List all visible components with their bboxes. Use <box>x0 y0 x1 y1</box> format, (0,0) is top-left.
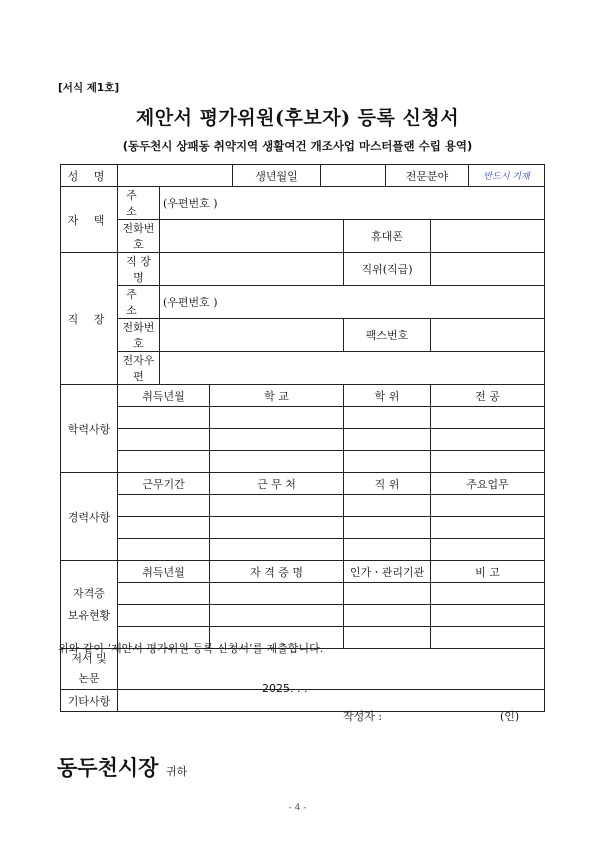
education-header: 취득년월 <box>118 385 210 407</box>
name-label: 성 명 <box>61 165 118 187</box>
field-note[interactable]: 반드시 기재 <box>469 165 545 187</box>
table-cell[interactable] <box>431 627 545 649</box>
table-cell[interactable] <box>431 539 545 561</box>
table-cell[interactable] <box>344 539 431 561</box>
publications-label-line2: 논문 <box>78 672 100 685</box>
work-phone-field[interactable] <box>160 319 344 352</box>
table-cell[interactable] <box>344 407 431 429</box>
page-number: - 4 - <box>288 803 307 813</box>
table-cell[interactable] <box>344 627 431 649</box>
company-field[interactable] <box>160 253 344 286</box>
work-address-label: 주 소 <box>118 286 160 319</box>
table-cell[interactable] <box>210 451 344 473</box>
license-label-line2: 보유현황 <box>67 608 111 622</box>
career-label: 경력사항 <box>61 473 118 561</box>
license-header: 자 격 증 명 <box>210 561 344 583</box>
publications-label-line1: 저서 및 <box>71 652 107 665</box>
table-cell[interactable] <box>431 495 545 517</box>
career-header: 직 위 <box>344 473 431 495</box>
fax-field[interactable] <box>431 319 545 352</box>
home-phone-field[interactable] <box>160 220 344 253</box>
birth-field[interactable] <box>321 165 386 187</box>
seal-label: (인) <box>500 710 520 723</box>
career-header: 주요업무 <box>431 473 545 495</box>
home-postal: (우편번호 ) <box>163 197 218 210</box>
work-address-field[interactable] <box>160 286 545 319</box>
table-cell[interactable] <box>344 429 431 451</box>
education-header: 학 위 <box>344 385 431 407</box>
fax-label: 팩스번호 <box>344 319 431 352</box>
table-cell[interactable] <box>344 517 431 539</box>
table-cell[interactable] <box>118 605 210 627</box>
license-header: 취득년월 <box>118 561 210 583</box>
name-field[interactable] <box>118 165 233 187</box>
application-form-table <box>60 164 545 712</box>
table-cell[interactable] <box>431 583 545 605</box>
table-cell[interactable] <box>344 451 431 473</box>
table-cell[interactable] <box>210 539 344 561</box>
form-number: [서식 제1호] <box>58 82 120 94</box>
license-label <box>61 561 118 649</box>
submission-date: 2025. . . <box>262 682 308 695</box>
position-label: 직위(직급) <box>344 253 431 286</box>
table-cell[interactable] <box>118 583 210 605</box>
table-cell[interactable] <box>431 407 545 429</box>
company-label: 직 장 명 <box>118 253 160 286</box>
work-label: 직 장 <box>61 253 118 385</box>
addressee-suffix: 귀하 <box>166 765 188 778</box>
work-phone-label: 전화번호 <box>118 319 160 352</box>
table-cell[interactable] <box>210 583 344 605</box>
table-cell[interactable] <box>431 429 545 451</box>
other-label: 기타사항 <box>61 690 118 712</box>
other-field[interactable] <box>118 690 545 712</box>
addressee: 동두천시장 <box>57 756 159 780</box>
mobile-label: 휴대폰 <box>344 220 431 253</box>
email-field[interactable] <box>160 352 545 385</box>
table-cell[interactable] <box>118 451 210 473</box>
position-field[interactable] <box>431 253 545 286</box>
page-title: 제안서 평가위원(후보자) 등록 신청서 <box>135 107 460 129</box>
birth-label: 생년월일 <box>233 165 321 187</box>
writer-label: 작성자 : <box>343 710 383 723</box>
table-cell[interactable] <box>344 495 431 517</box>
table-cell[interactable] <box>210 407 344 429</box>
table-cell[interactable] <box>344 605 431 627</box>
table-cell[interactable] <box>431 605 545 627</box>
career-header: 근무기간 <box>118 473 210 495</box>
table-cell[interactable] <box>431 451 545 473</box>
table-cell[interactable] <box>118 429 210 451</box>
mobile-field[interactable] <box>431 220 545 253</box>
license-header: 비 고 <box>431 561 545 583</box>
home-address-field[interactable] <box>160 187 545 220</box>
table-cell[interactable] <box>210 429 344 451</box>
home-label: 자 택 <box>61 187 118 253</box>
table-cell[interactable] <box>344 583 431 605</box>
table-cell[interactable] <box>210 605 344 627</box>
email-label: 전자우편 <box>118 352 160 385</box>
table-cell[interactable] <box>118 407 210 429</box>
table-cell[interactable] <box>118 495 210 517</box>
education-header: 전 공 <box>431 385 545 407</box>
submission-statement: 위와 같이 ‘제안서 평가위원 등록 신청서’를 제출합니다. <box>58 642 324 655</box>
table-cell[interactable] <box>431 517 545 539</box>
license-header: 인가ㆍ관리기관 <box>344 561 431 583</box>
table-cell[interactable] <box>210 495 344 517</box>
table-cell[interactable] <box>118 539 210 561</box>
home-phone-label: 전화번호 <box>118 220 160 253</box>
education-header: 학 교 <box>210 385 344 407</box>
work-postal: (우편번호 ) <box>163 296 218 309</box>
education-label: 학력사항 <box>61 385 118 473</box>
table-cell[interactable] <box>210 517 344 539</box>
page-subtitle: (동두천시 상패동 취약지역 생활여건 개조사업 마스터플랜 수립 용역) <box>122 139 473 153</box>
home-address-label: 주 소 <box>118 187 160 220</box>
field-label: 전문분야 <box>386 165 469 187</box>
license-label-line1: 자격증 <box>73 586 105 600</box>
table-cell[interactable] <box>118 517 210 539</box>
career-header: 근 무 처 <box>210 473 344 495</box>
